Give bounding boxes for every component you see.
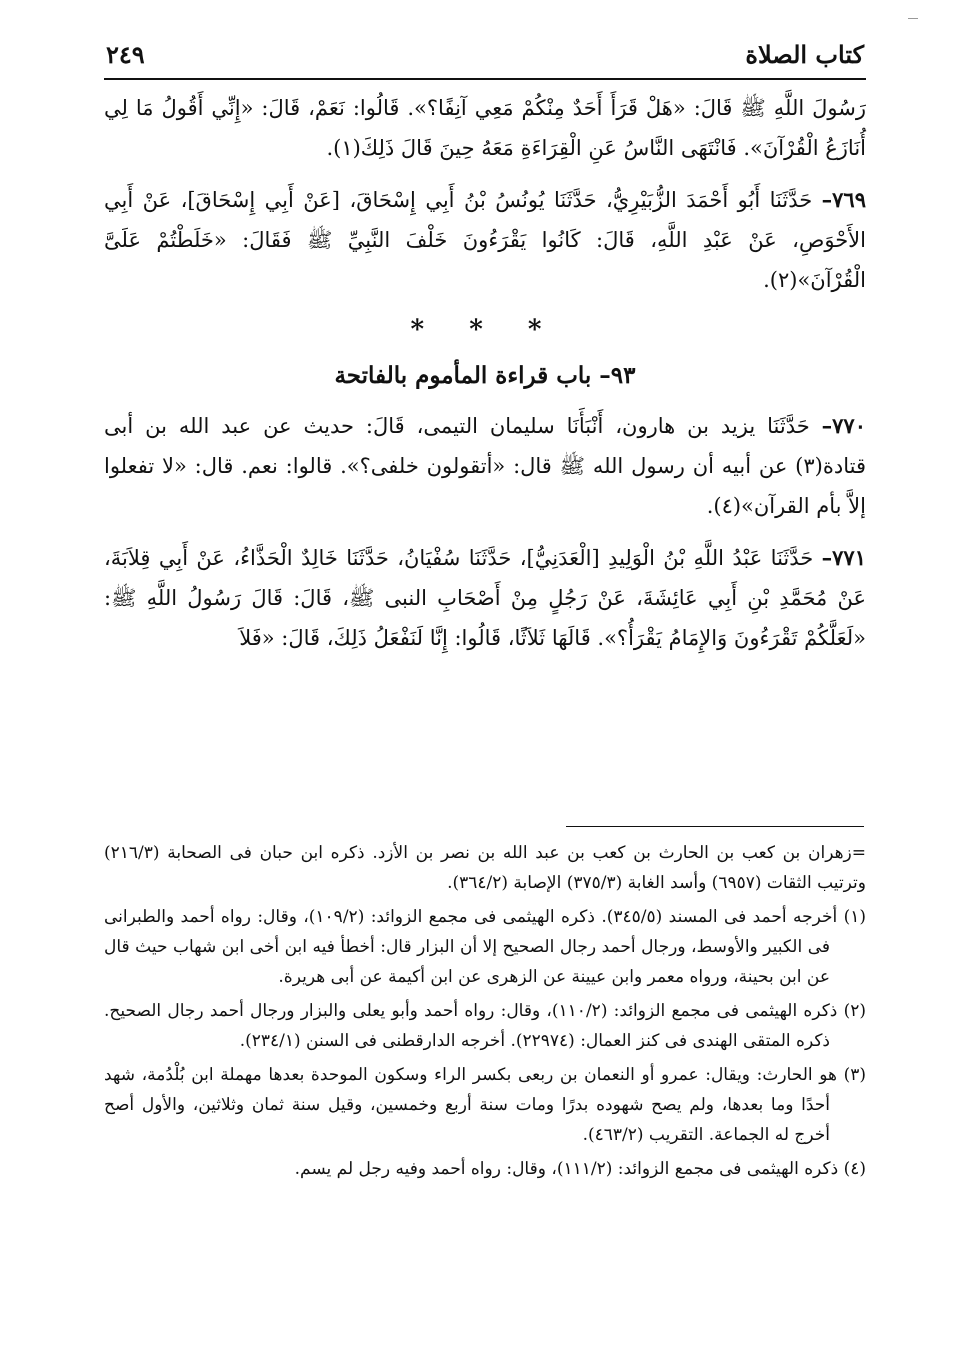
scan-edge-mark xyxy=(908,18,918,19)
hadith-text: حَدَّثَنَا عَبْدُ اللَّهِ بْنُ الْوَلِيدِ [الْعَدَنِيُّ]، حَدَّثَنَا سُفْيَانُ، حَدَّثَنَا خَالِدٌ الْحَذَّاءُ، عَنْ أَبِي قِلاَبَةَ، عَنْ مُحَمَّدِ بْنِ أَبِي عَائِشَةَ، عَنْ رَجُلٍ مِنْ أَصْحَابِ النبى ﷺ، قَالَ: قَالَ رَسُولُ اللَّهِ ﷺ: «لَعَلَّكُمْ تَقْرَءُونَ وَالإِمَامُ يَقْرَأُ؟». قَالَهَا ثَلاَثًا، قَالُوا: إِنَّا لَنَفْعَلُ ذَلِكَ، قَالَ: «فَلاَ xyxy=(104,546,866,650)
running-title: كتاب الصلاة xyxy=(745,40,864,69)
continuation-paragraph: رَسُولَ اللَّهِ ﷺ قَالَ: «هَلْ قَرَأَ أَحَدٌ مِنْكُمْ مَعِي آنِفًا؟». قَالُوا: نَعَمْ، قَالَ: «إِنِّي أَقُولُ مَا لِي أُنَازَعُ الْقُرْآنَ». فَانْتَهَى النَّاسُ عَنِ الْقِرَاءَةِ مَعَهُ حِينَ قَالَ ذَلِكَ(١). xyxy=(104,96,866,160)
hadith-771 xyxy=(104,538,866,658)
footnote-2: (٢) ذكره الهيثمى فى مجمع الزوائد: (١١٠/٢)، وقال: رواه أحمد وأبو يعلى والبزار ورجال أحمد رجال الصحيح. ذكره المتقى الهندى فى كنز العمال: (٢٢٩٧٤). أخرجه الدارقطنى فى السنن (٢٣٤/١). xyxy=(104,1001,866,1051)
footnotes xyxy=(104,838,866,1188)
hadith-text: حَدَّثَنَا يزيد بن هارون، أَنْبَأَنَا سليمان التيمى، قَالَ: حديث عن عبد الله بن أبى قتادة(٣) عن أبيه أن رسول الله ﷺ قال: «أتقولون خلفى؟». قالوا: نعم. قال: «لا تفعلوا إلاَّ بأم القرآن»(٤). xyxy=(104,414,866,518)
footnote-3: (٣) هو الحارث: ويقال: عمرو أو النعمان بن ربعى بكسر الراء وسكون الموحدة بعدها مهملة ابن بُلْدُمة، شهد أحدًا وما بعدها، ولم يصح شهوده بدرًا ومات سنة أربع وخمسين، وقيل سنة ثمان وثلاثين، والأول أصح أخرج له الجماعة. التقريب (٤٦٣/٢). xyxy=(104,1065,866,1145)
hadith-number: ٧٧٠– xyxy=(821,413,866,438)
hadith-770 xyxy=(104,406,866,526)
chapter-heading: ٩٣– باب قراءة المأموم بالفاتحة xyxy=(334,362,636,389)
hadith-number: ٧٧١– xyxy=(821,545,866,570)
hadith-number: ٧٦٩– xyxy=(821,187,866,212)
footnote-4: (٤) ذكره الهيثمى فى مجمع الزوائد: (١١١/٢)، وقال: رواه أحمد وفيه رجل لم يسم. xyxy=(294,1159,866,1179)
footnote-1: (١) أخرجه أحمد فى المسند (٣٤٥/٥). ذكره الهيثمى فى مجمع الزوائد: (١٠٩/٢)، وقال: رواه أحمد والطبرانى فى الكبير والأوسط، ورجال أحمد رجال الصحيح إلا أن البزار قال: أخطأ فيه ابن أخى ابن شهاب حيث قال عن ابن بحينة، ورواه معمر وابن عيينة عن الزهرى عن ابن أكيمة عن أبى هريرة. xyxy=(104,907,866,987)
hadith-769 xyxy=(104,180,866,300)
header-rule xyxy=(104,78,866,80)
hadith-text: حَدَّثَنَا أَبُو أَحْمَدَ الزُّبَيْرِيُّ، حَدَّثَنَا يُونُسُ بْنُ أَبِي إِسْحَاقَ، [عَنْ أَبِي إِسْحَاقَ]، عَنْ أَبِي الأَحْوَصِ، عَنْ عَبْدِ اللَّهِ، قَالَ: كَانُوا يَقْرَءُونَ خَلْفَ النَّبِيِّ ﷺ فَقَالَ: «خَلَطْتُمْ عَلَىَّ الْقُرْآنَ»(٢). xyxy=(104,188,866,292)
page-header xyxy=(106,38,864,78)
footnote-rule xyxy=(566,826,864,827)
section-separator: * * * xyxy=(410,315,560,345)
footnote-continuation: =زهران بن كعب بن الحارث بن كعب بن عبد الله بن نصر بن الأزد. ذكره ابن حبان فى الصحابة (٢١٦/٣) وترتيب الثقات (٦٩٥٧) وأسد الغابة (٣٧٥/٣) الإصابة (٣٦٤/٢). xyxy=(104,843,866,893)
main-text xyxy=(104,88,866,670)
page-number: ٢٤٩ xyxy=(106,40,145,69)
